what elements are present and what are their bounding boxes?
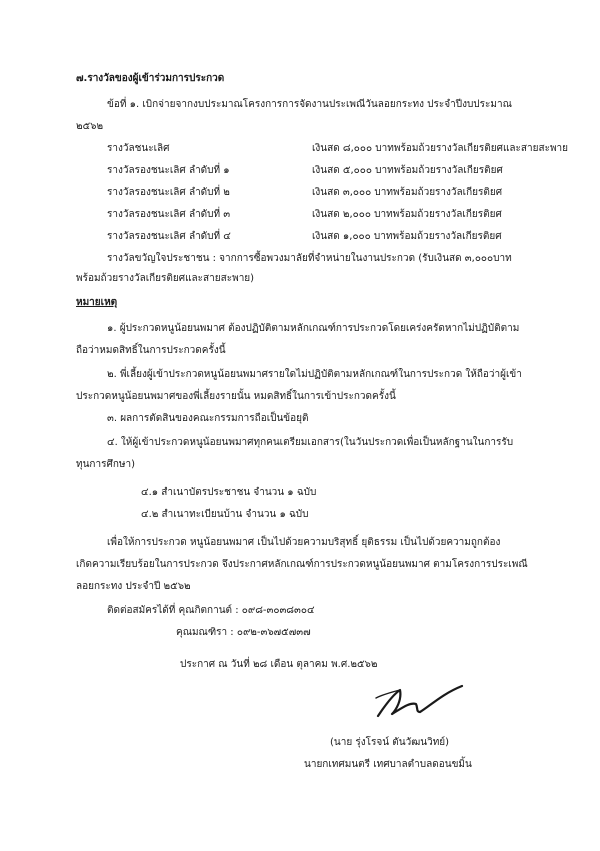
closing-line-3: ลอยกระทง ประจำปี ๒๕๖๒ bbox=[76, 581, 191, 592]
note-1-line-1: ๑. ผู้ประกวดหนูน้อยนพมาศ ต้องปฏิบัติตามหลักเกณฑ์การประกวดโดยเคร่งครัดหากไม่ปฏิบัติตาม bbox=[107, 323, 520, 334]
signature-mark bbox=[372, 678, 472, 722]
signer-title: นายกเทศมนตรี เทศบาลตำบลดอนขมิ้น bbox=[304, 759, 472, 770]
prize-detail: เงินสด ๕,๐๐๐ บาทพร้อมถ้วยรางวัลเกียรติยศ bbox=[312, 165, 503, 176]
announcement-date: ประกาศ ณ วันที่ ๒๘ เดือน ตุลาคม พ.ศ.๒๕๖๒ bbox=[180, 659, 378, 670]
prize-label: รางวัลรองชนะเลิศ ลำดับที่ ๔ bbox=[107, 231, 231, 242]
popular-prize-line-2: พร้อมถ้วยรางวัลเกียรติยศและสายสะพาย) bbox=[76, 273, 255, 284]
prize-row bbox=[107, 186, 502, 200]
prize-row bbox=[107, 208, 502, 222]
prize-detail: เงินสด ๓,๐๐๐ บาทพร้อมถ้วยรางวัลเกียรติยศ bbox=[312, 187, 503, 198]
prize-label: รางวัลรองชนะเลิศ ลำดับที่ ๒ bbox=[107, 187, 230, 198]
note-2-line-2: ประกวดหนูน้อยนพมาศของพี่เลี้ยงรายนั้น หมดสิทธิ์ในการเข้าประกวดครั้งนี้ bbox=[76, 391, 396, 402]
clause-line-1: ข้อที่ ๑. เบิกจ่ายจากงบประมาณโครงการการจัดงานประเพณีวันลอยกระทง ประจำปีงบประมาณ bbox=[107, 99, 512, 110]
popular-prize-line-1: รางวัลขวัญใจประชาชน : จากการซื้อพวงมาลัยที่จำหน่ายในงานประกวด (รับเงินสด ๓,๐๐๐บาท bbox=[107, 253, 512, 264]
prize-detail: เงินสด ๘,๐๐๐ บาทพร้อมถ้วยรางวัลเกียรติยศและสายสะพาย bbox=[312, 143, 569, 154]
note-2-line-1: ๒. พี่เลี้ยงผู้เข้าประกวดหนูน้อยนพมาศรายใดไม่ปฏิบัติตามหลักเกณฑ์ในการประกวด ให้ถือว่าผู้เข้า bbox=[107, 369, 522, 380]
prize-detail: เงินสด ๒,๐๐๐ บาทพร้อมถ้วยรางวัลเกียรติยศ bbox=[312, 209, 502, 220]
prize-label: รางวัลชนะเลิศ bbox=[107, 143, 170, 154]
note-4-line-1: ๔. ให้ผู้เข้าประกวดหนูน้อยนพมาศทุกคนเตรียมเอกสาร(ในวันประกวดเพื่อเป็นหลักฐานในการรับ bbox=[107, 437, 514, 448]
required-document-2: ๔.๒ สำเนาทะเบียนบ้าน จำนวน ๑ ฉบับ bbox=[141, 509, 309, 520]
prize-row bbox=[107, 164, 503, 178]
prize-detail: เงินสด ๑,๐๐๐ บาทพร้อมถ้วยรางวัลเกียรติยศ bbox=[312, 231, 502, 242]
prize-row bbox=[107, 230, 502, 244]
contact-line-2: คุณมณฑิรา : ๐๙๒-๓๖๗๕๗๓๗ bbox=[176, 627, 311, 638]
prize-label: รางวัลรองชนะเลิศ ลำดับที่ ๑ bbox=[107, 165, 230, 176]
closing-line-2: เกิดความเรียบร้อยในการประกวด จึงประกาศหลักเกณฑ์การประกวดหนูน้อยนพมาศ ตามโครงการประเพณี bbox=[76, 559, 528, 570]
required-document-1: ๔.๑ สำเนาบัตรประชาชน จำนวน ๑ ฉบับ bbox=[141, 487, 317, 498]
prize-row bbox=[107, 142, 568, 156]
section-title: ๗.รางวัลของผู้เข้าร่วมการประกวด bbox=[76, 73, 225, 84]
prize-label: รางวัลรองชนะเลิศ ลำดับที่ ๓ bbox=[107, 209, 231, 220]
note-1-line-2: ถือว่าหมดสิทธิ์ในการประกวดครั้งนี้ bbox=[76, 345, 226, 356]
note-4-line-2: ทุนการศึกษา) bbox=[76, 459, 135, 470]
clause-line-2: ๒๕๖๒ bbox=[76, 121, 104, 132]
note-3: ๓. ผลการตัดสินของคณะกรรมการถือเป็นข้อยุติ bbox=[107, 413, 309, 424]
contact-line-1: ติดต่อสมัครได้ที่ คุณกิตกานต์ : ๐๙๘-๓๐๓๘๓๐๔ bbox=[107, 605, 315, 616]
closing-line-1: เพื่อให้การประกวด หนูน้อยนพมาศ เป็นไปด้วยความบริสุทธิ์ ยุติธรรม เป็นไปด้วยความถูกต้อง bbox=[107, 537, 501, 548]
signer-name: (นาย รุ่งโรจน์ ตันวัฒนวิทย์) bbox=[330, 737, 450, 748]
notes-title: หมายเหตุ bbox=[76, 297, 118, 308]
